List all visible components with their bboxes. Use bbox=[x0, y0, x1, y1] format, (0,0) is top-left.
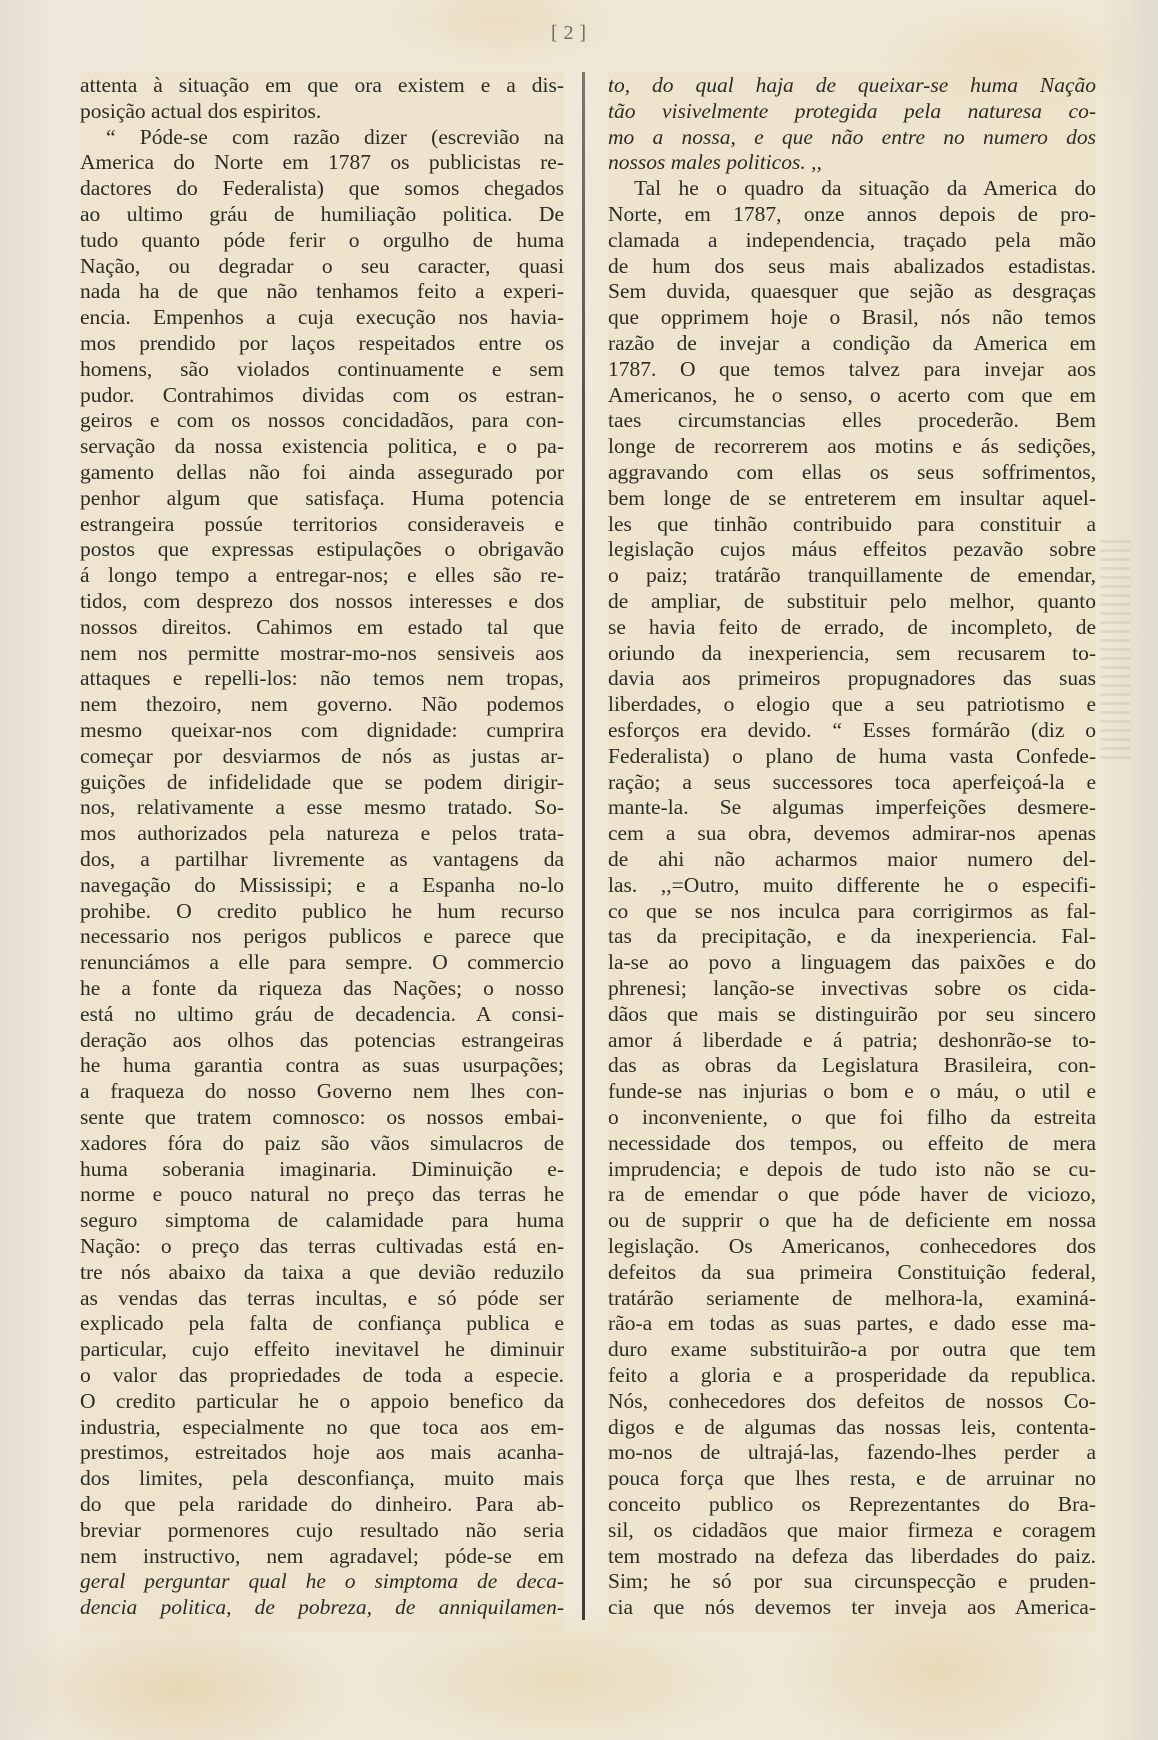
text-line: o paiz; tratárão tranquillamente de emendar, bbox=[608, 563, 1096, 588]
text-line: navegação do Mississipi; e a Espanha no-lo bbox=[80, 872, 564, 897]
text-line: mos prendido por laços respeitados entre os bbox=[80, 331, 564, 355]
text-line: tudo quanto póde ferir o orgulho de huma bbox=[80, 227, 564, 252]
text-line: la-se ao povo a linguagem das paixões e do bbox=[608, 950, 1096, 975]
text-line: taes circumstancias elles procederão. Bem bbox=[608, 408, 1096, 433]
text-line: servação da nossa existencia politica, e o pa- bbox=[80, 434, 564, 459]
text-line: Nós, conhecedores dos defeitos de nossos Co- bbox=[608, 1388, 1096, 1413]
text-line: nem instructivo, nem agradavel; póde-se em bbox=[80, 1543, 564, 1568]
text-line: guições de infidelidade que se podem dirigir- bbox=[80, 769, 564, 794]
text-line: feito a gloria e a prosperidade da republica. bbox=[608, 1363, 1096, 1387]
text-line: dactores do Federalista) que somos chegados bbox=[80, 176, 564, 201]
text-line: sil, os cidadãos que maior firmeza e coragem bbox=[608, 1517, 1096, 1542]
text-line: las. ,,=Outro, muito differente he o especifi- bbox=[608, 872, 1096, 897]
text-line: particular, cujo effeito inevitavel he diminuir bbox=[80, 1337, 564, 1362]
text-line: razão de invejar a condição da America em bbox=[608, 331, 1096, 355]
text-line: se havia feito de errado, de incompleto, de bbox=[608, 614, 1096, 639]
text-line: mos authorizados pela natureza e pelos trata- bbox=[80, 821, 564, 846]
text-line: a fraqueza do nosso Governo nem lhes con- bbox=[80, 1079, 564, 1104]
text-line: digos e de algumas das nossas leis, contenta- bbox=[608, 1414, 1096, 1439]
text-line: nossos direitos. Cahimos em estado tal que bbox=[80, 614, 564, 639]
text-line: attenta à situação em que ora existem e a dis- bbox=[80, 73, 564, 97]
text-line: co que se nos inculca para corrigirmos as fal- bbox=[608, 898, 1096, 923]
text-line: dos limites, pela desconfiança, muito mais bbox=[80, 1466, 564, 1491]
text-line: começar por desviarmos de nós as justas ar- bbox=[80, 743, 564, 768]
text-line: á longo tempo a entregar-nos; e elles são re- bbox=[80, 563, 564, 588]
text-line: xadores fóra do paiz são vãos simulacros de bbox=[80, 1130, 564, 1155]
text-line: que opprimem hoje o Brasil, nós não temos bbox=[608, 305, 1096, 330]
text-line: duro exame substituirão-a por outra que tem bbox=[608, 1337, 1096, 1362]
text-line: he a fonte da riqueza das Nações; o nosso bbox=[80, 976, 564, 1000]
text-line: ração; a seus successores toca aperfeiçoá-la e bbox=[608, 769, 1096, 794]
text-line: de hum dos seus mais abalizados estadistas. bbox=[608, 253, 1096, 278]
right-column bbox=[608, 72, 1096, 1632]
text-line: he huma garantia contra as suas usurpações; bbox=[80, 1053, 564, 1078]
text-line: 1787. O que temos talvez para invejar aos bbox=[608, 356, 1096, 381]
text-line: nos, relativamente a esse mesmo tratado. So- bbox=[80, 795, 564, 820]
text-line: nossos males politicos. ,, bbox=[608, 150, 822, 175]
text-line: Federalista) o plano de huma vasta Confede- bbox=[608, 743, 1096, 768]
text-line: dencia politica, de pobreza, de anniquilamen- bbox=[80, 1595, 564, 1620]
text-line: America do Norte em 1787 os publicistas re- bbox=[80, 150, 564, 175]
text-line: huma soberania imaginaria. Diminuição e- bbox=[80, 1156, 564, 1181]
text-line: sente que tratem comnosco: os nossos embai- bbox=[80, 1105, 564, 1129]
text-line: legislação cujos máus effeitos pezavão sobre bbox=[608, 537, 1096, 562]
text-line: cia que nós devemos ter inveja aos America- bbox=[608, 1595, 1096, 1620]
text-line: bem longe de se entreterem em insultar aquel- bbox=[608, 485, 1096, 510]
text-line: mo a nossa, e que não entre no numero dos bbox=[608, 124, 1096, 149]
text-line: amor á liberdade e á patria; deshonrão-se to- bbox=[608, 1027, 1096, 1052]
text-line: Sim; he só por sua circunspecção e pruden- bbox=[608, 1569, 1096, 1594]
text-line: tre nós abaixo da taixa a que devião reduzilo bbox=[80, 1259, 564, 1284]
text-line: estrangeira possúe territorios consideraveis e bbox=[80, 511, 564, 536]
text-line: rão-a em todas as suas partes, e dado esse ma- bbox=[608, 1311, 1096, 1336]
text-line: Americanos, he o senso, o acerto com que em bbox=[608, 382, 1096, 407]
text-line: penhor algum que satisfaça. Huma potencia bbox=[80, 485, 564, 510]
text-line: das as obras da Legislatura Brasileira, con- bbox=[608, 1053, 1096, 1078]
text-line: dãos que mais se distinguirão por seu sincero bbox=[608, 1001, 1096, 1026]
text-line: industria, especialmente no que toca aos em- bbox=[80, 1414, 564, 1439]
text-line: postos que expressas estipulações o obrigavão bbox=[80, 537, 564, 562]
text-line: do que pela raridade do dinheiro. Para ab- bbox=[80, 1492, 564, 1516]
text-line: seguro simptoma de calamidade para huma bbox=[80, 1208, 564, 1233]
text-line: phrenesi; lanção-se invectivas sobre os cida- bbox=[608, 976, 1096, 1000]
text-line: gamento dellas não foi ainda assegurado por bbox=[80, 460, 564, 484]
text-line: esforços era devido. “ Esses formárão (diz o bbox=[608, 718, 1096, 742]
text-line: aggravando com ellas os seus soffrimentos, bbox=[608, 460, 1096, 484]
text-line: Nação, ou degradar o seu caracter, quasi bbox=[80, 253, 564, 278]
text-line: funde-se nas injurias o bom e o máu, o util e bbox=[608, 1079, 1096, 1104]
text-line: prohibe. O credito publico he hum recurso bbox=[80, 898, 564, 923]
text-line: defeitos da sua primeira Constituição federal, bbox=[608, 1259, 1096, 1284]
page-number: [ 2 ] bbox=[551, 20, 587, 46]
text-line: posição actual dos espiritos. bbox=[80, 98, 322, 123]
text-line: Nação: o preço das terras cultivadas está en- bbox=[80, 1234, 564, 1258]
text-line: liberdades, o elogio que a seu patriotismo e bbox=[608, 692, 1096, 717]
text-line: necessario nos perigos publicos e parece que bbox=[80, 924, 564, 949]
text-line: davia aos primeiros propugnadores das suas bbox=[608, 666, 1096, 691]
text-line: cem a sua obra, devemos admirar-nos apenas bbox=[608, 821, 1096, 846]
text-line: homens, são violados continuamente e sem bbox=[80, 356, 564, 381]
text-line: Norte, em 1787, onze annos depois de pro- bbox=[608, 202, 1096, 226]
text-line: renunciámos a elle para sempre. O commercio bbox=[80, 950, 564, 975]
text-line: ra de emendar o que póde haver de viciozo, bbox=[608, 1182, 1096, 1207]
text-line: as vendas das terras incultas, e só póde ser bbox=[80, 1285, 564, 1310]
text-line: ao ultimo gráu de humiliação politica. De bbox=[80, 202, 564, 226]
text-line: dos, a partilhar livremente as vantagens da bbox=[80, 847, 564, 871]
text-line: pouca força que lhes resta, e de arruinar no bbox=[608, 1466, 1096, 1491]
text-line: tidos, com desprezo dos nossos interesses e dos bbox=[80, 589, 564, 613]
text-line: explicado pela falta de confiança publica e bbox=[80, 1311, 564, 1336]
text-line: to, do qual haja de queixar-se huma Nação bbox=[608, 73, 1096, 97]
text-line: pudor. Contrahimos dividas com os estran- bbox=[80, 382, 564, 407]
text-line: de ampliar, de substituir pelo melhor, quanto bbox=[608, 589, 1096, 613]
text-line: tratárão seriamente de melhora-la, examiná- bbox=[608, 1285, 1096, 1310]
text-line: longe de recorrerem aos motins e ás sedições, bbox=[608, 434, 1096, 459]
text-line: geral perguntar qual he o simptoma de deca- bbox=[80, 1569, 564, 1594]
left-column bbox=[80, 72, 564, 1632]
text-line: O credito particular he o appoio benefico da bbox=[80, 1388, 564, 1413]
text-line: o inconveniente, o que foi filho da estreita bbox=[608, 1105, 1096, 1129]
text-line: de ahi não acharmos maior numero del- bbox=[608, 847, 1096, 871]
text-line: nada ha de que não tenhamos feito a experi- bbox=[80, 279, 564, 304]
text-line: tem mostrado na defeza das liberdades do paiz. bbox=[608, 1543, 1096, 1568]
text-line: legislação. Os Americanos, conhecedores dos bbox=[608, 1234, 1096, 1258]
text-line: mo-nos de ultrajá-las, fazendo-lhes perder a bbox=[608, 1440, 1096, 1465]
text-line: necessidade dos tempos, ou effeito de mera bbox=[608, 1130, 1096, 1155]
text-line: mante-la. Se algumas imperfeições desmere- bbox=[608, 795, 1096, 820]
text-line: mesmo queixar-nos com dignidade: cumprira bbox=[80, 718, 564, 742]
text-line: Tal he o quadro da situação da America do bbox=[634, 176, 1096, 201]
text-line: o valor das propriedades de toda a especie. bbox=[80, 1363, 564, 1387]
text-line: prestimos, estreitados hoje aos mais acanha- bbox=[80, 1440, 564, 1465]
column-divider-rule bbox=[582, 72, 585, 1620]
text-line: “ Póde-se com razão dizer (escrevião na bbox=[106, 124, 564, 149]
text-line: está no ultimo gráu de decadencia. A consi- bbox=[80, 1001, 564, 1026]
text-line: attaques e repelli-los: não temos nem tropas, bbox=[80, 666, 564, 691]
text-line: deração aos olhos das potencias estrangeiras bbox=[80, 1027, 564, 1052]
text-line: oriundo da inexperiencia, sem recusarem to- bbox=[608, 640, 1096, 665]
ink-bleed-mark bbox=[1100, 540, 1130, 760]
text-line: ou de supprir o que ha de deficiente em nossa bbox=[608, 1208, 1096, 1233]
text-line: tas da precipitação, e da inexperiencia. Fal- bbox=[608, 924, 1096, 949]
text-line: encia. Empenhos a cuja execução nos havia- bbox=[80, 305, 564, 330]
text-line: norme e pouco natural no preço das terras he bbox=[80, 1182, 564, 1207]
text-line: les que tinhão contribuido para constituir a bbox=[608, 511, 1096, 536]
text-line: tão visivelmente protegida pela naturesa co- bbox=[608, 98, 1096, 123]
text-line: conceito publico os Reprezentantes do Bra- bbox=[608, 1492, 1096, 1516]
text-line: nem nos permitte mostrar-mo-nos sensiveis aos bbox=[80, 640, 564, 665]
text-line: geiros e com os nossos concidadãos, para con- bbox=[80, 408, 564, 433]
text-line: imprudencia; e depois de tudo isto não se cu- bbox=[608, 1156, 1096, 1181]
text-line: Sem duvida, quaesquer que sejão as desgraças bbox=[608, 279, 1096, 304]
text-line: breviar pormenores cujo resultado não seria bbox=[80, 1517, 564, 1542]
text-line: nem thezoiro, nem governo. Não podemos bbox=[80, 692, 564, 717]
text-line: clamada a independencia, traçado pela mão bbox=[608, 227, 1096, 252]
